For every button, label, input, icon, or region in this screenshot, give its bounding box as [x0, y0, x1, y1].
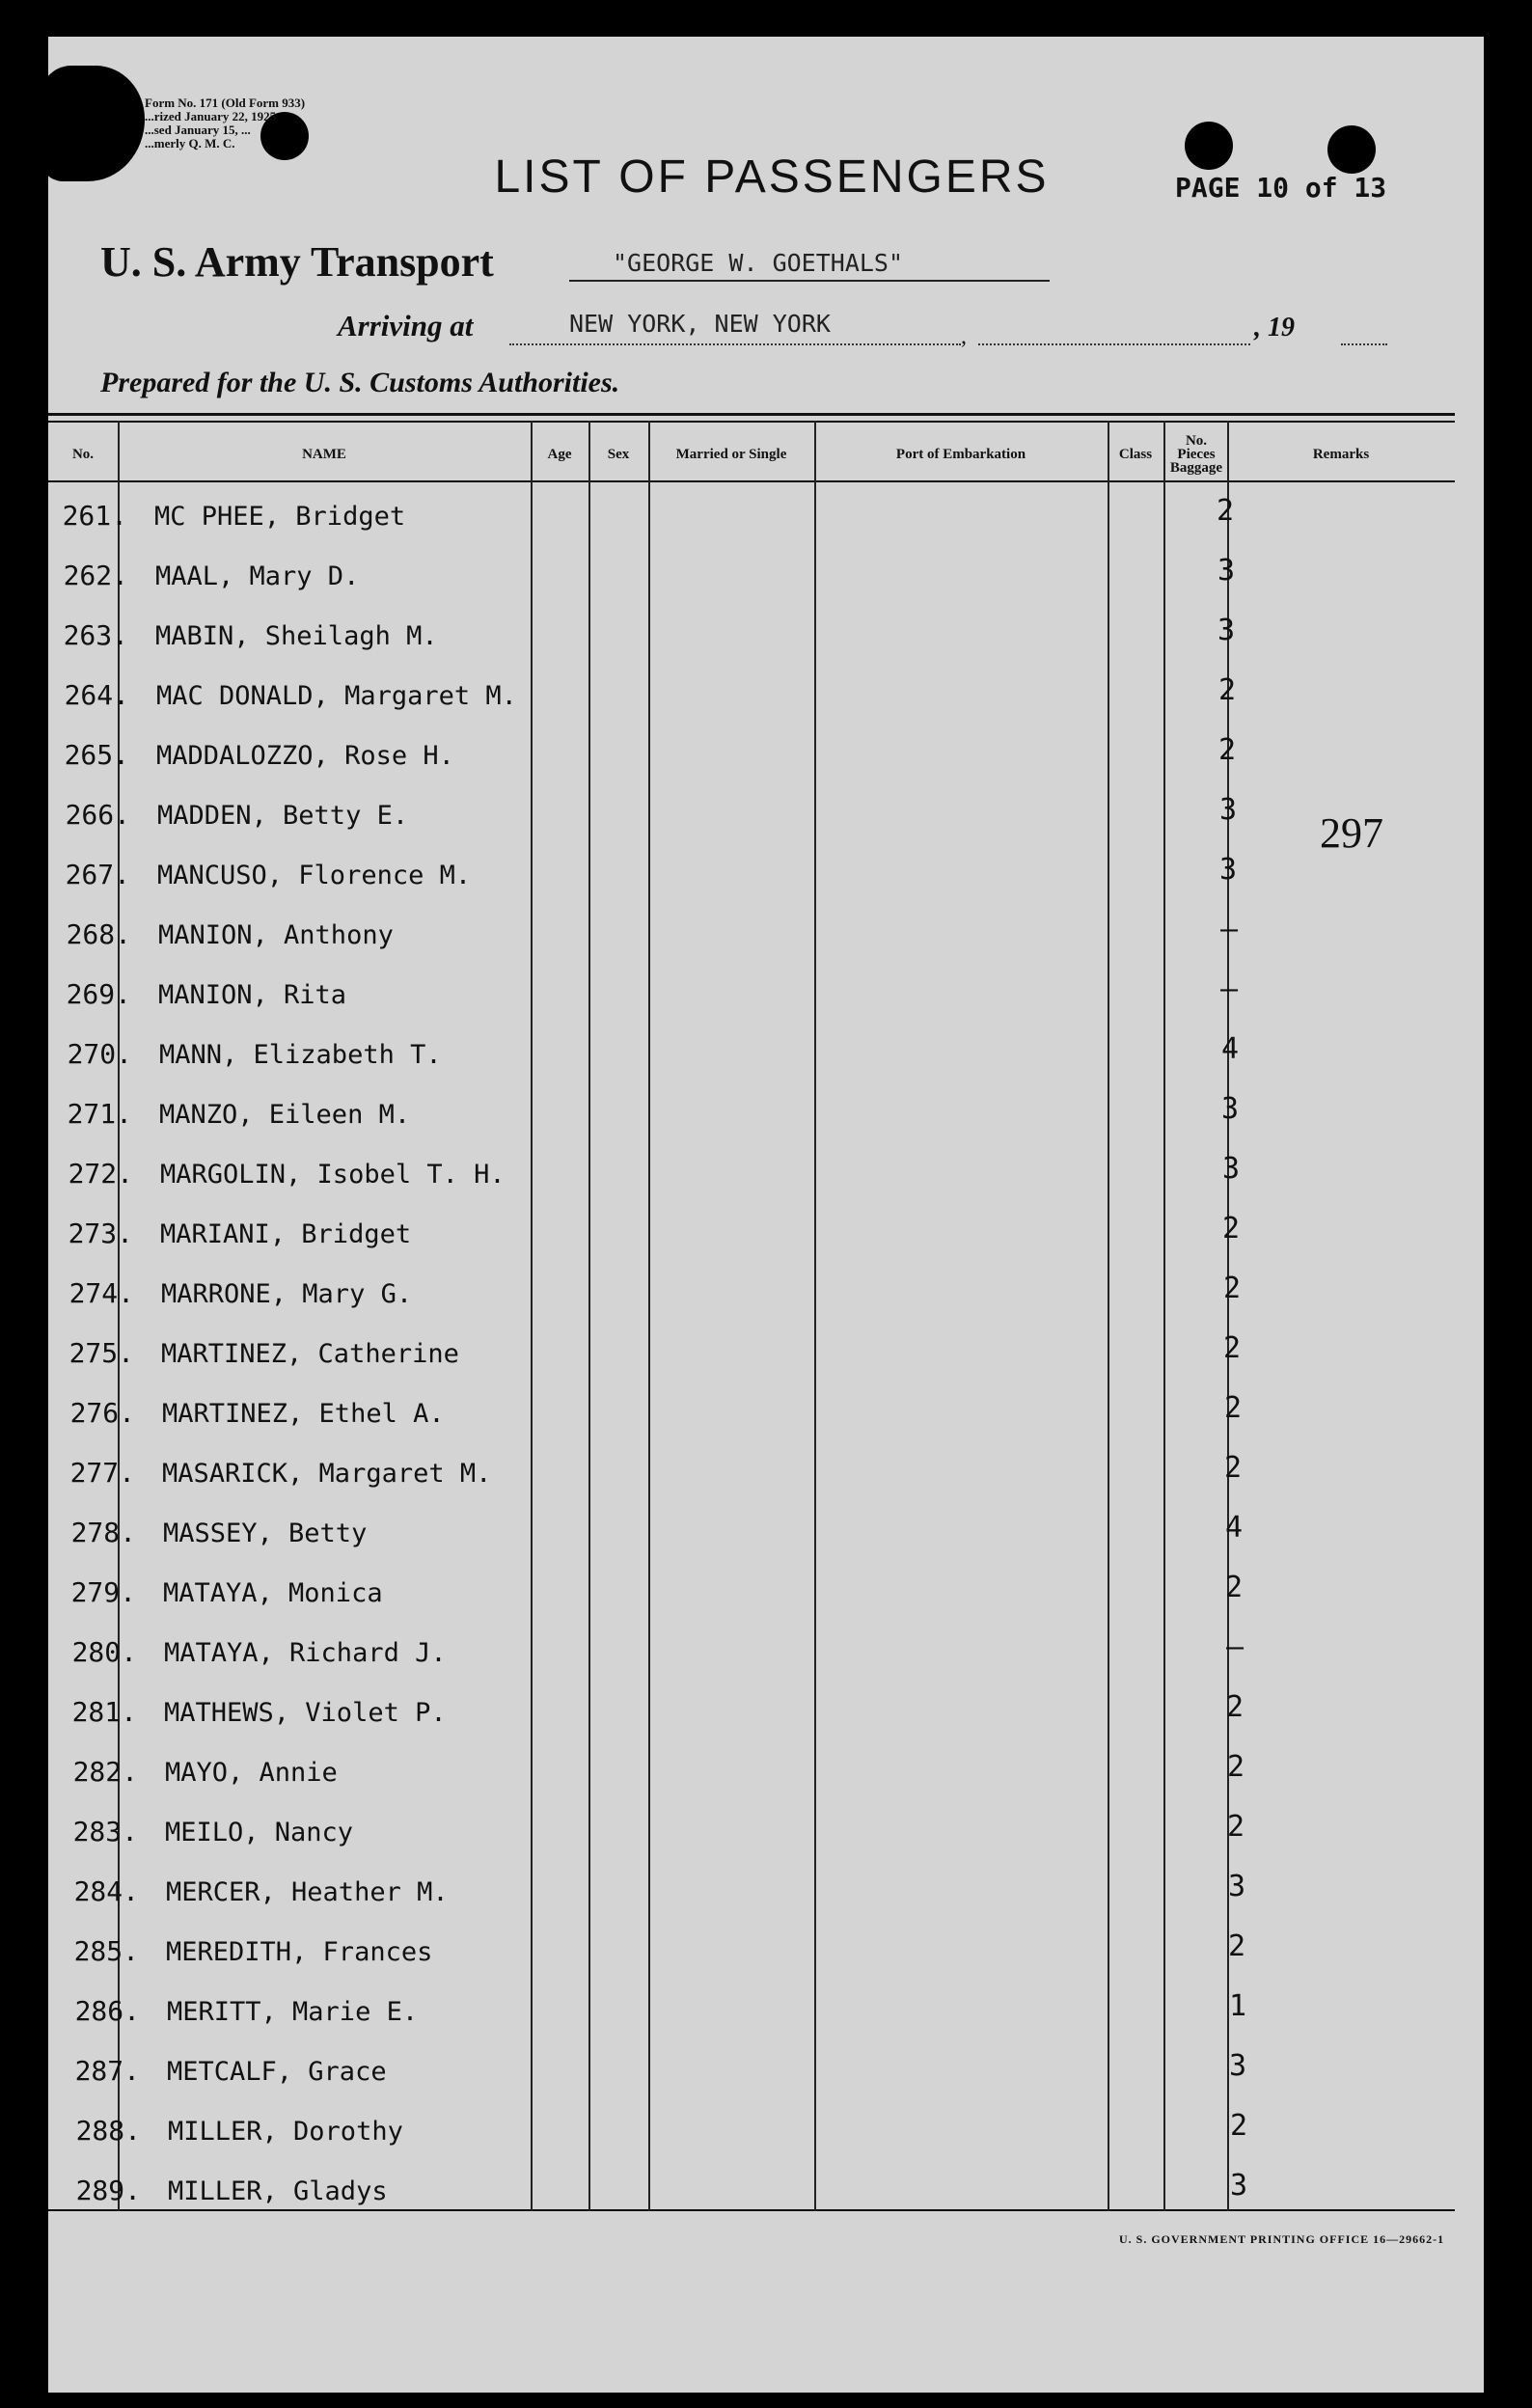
passenger-baggage-count: 2 — [1217, 673, 1237, 707]
passenger-baggage-count: 2 — [1224, 1571, 1244, 1604]
passenger-baggage-count: 4 — [1220, 1032, 1240, 1066]
passenger-name: MARRONE, Mary G. — [161, 1279, 413, 1309]
passenger-number: 263. — [63, 619, 128, 651]
form-note-line: ...rized January 22, 1925 — [145, 109, 277, 123]
passenger-name: MANCUSO, Florence M. — [157, 861, 472, 890]
transport-name: "GEORGE W. GOETHALS" — [613, 249, 904, 277]
header-married: Married or Single — [675, 447, 787, 462]
passenger-number: 272. — [68, 1158, 133, 1190]
passenger-number: 264. — [64, 679, 129, 711]
passenger-name: MARTINEZ, Catherine — [161, 1339, 459, 1369]
column-divider — [1108, 421, 1109, 2211]
passenger-name: MAC DONALD, Margaret M. — [156, 681, 517, 711]
table-bottom-rule — [48, 2209, 1455, 2211]
prepared-for-note: Prepared for the U. S. Customs Authorities. — [100, 367, 620, 398]
passenger-baggage-count: 3 — [1229, 2169, 1248, 2203]
form-note-line: ...sed January 15, ... — [145, 123, 251, 137]
passenger-number: 288. — [75, 2115, 141, 2147]
form-note-line: Form No. 171 (Old Form 933) — [145, 96, 306, 110]
passenger-number: 289. — [75, 2175, 141, 2206]
header-name: NAME — [302, 447, 346, 462]
passenger-name: MERCER, Heather M. — [166, 1877, 449, 1907]
form-number-note — [145, 96, 305, 150]
passenger-baggage-count: 2 — [1216, 494, 1235, 528]
passenger-number: 285. — [73, 1935, 139, 1967]
passenger-name: MAAL, Mary D. — [155, 561, 360, 591]
passenger-baggage-count: 2 — [1226, 1750, 1245, 1784]
passenger-name: MANION, Anthony — [158, 920, 394, 950]
arriving-comma: , — [961, 324, 967, 349]
passenger-baggage-count: 3 — [1218, 853, 1238, 887]
passenger-baggage-count: — — [1219, 972, 1239, 1006]
passenger-baggage-count: 2 — [1223, 1391, 1243, 1425]
arriving-value: NEW YORK, NEW YORK — [569, 310, 831, 338]
passenger-number: 265. — [64, 739, 129, 771]
passenger-number: 268. — [66, 918, 131, 950]
passenger-baggage-count: 3 — [1227, 1870, 1246, 1903]
passenger-number: 269. — [66, 978, 131, 1010]
passenger-name: MERITT, Marie E. — [167, 1997, 419, 2027]
passenger-number: 271. — [67, 1098, 132, 1130]
passenger-number: 280. — [71, 1636, 137, 1668]
header-remarks: Remarks — [1312, 447, 1370, 462]
passenger-name: MATHEWS, Violet P. — [164, 1698, 447, 1728]
passenger-name: MABIN, Sheilagh M. — [155, 621, 438, 651]
passenger-name: MARTINEZ, Ethel A. — [162, 1399, 445, 1429]
header-age: Age — [547, 447, 572, 462]
passenger-baggage-count: 4 — [1224, 1511, 1244, 1545]
passenger-name: MARIANI, Bridget — [160, 1219, 412, 1249]
column-divider — [1163, 421, 1165, 2211]
transport-label: U. S. Army Transport — [100, 238, 494, 286]
column-divider — [814, 421, 816, 2211]
passenger-name: MC PHEE, Bridget — [154, 502, 406, 532]
year-label: , 19 — [1254, 313, 1295, 342]
table-top-rule — [48, 413, 1455, 416]
passenger-baggage-count: 3 — [1218, 793, 1238, 827]
column-divider — [588, 421, 590, 2211]
passenger-number: 287. — [74, 2055, 140, 2087]
passenger-baggage-count: 2 — [1223, 1451, 1243, 1485]
passenger-number: 284. — [73, 1875, 139, 1907]
header-sex: Sex — [607, 447, 630, 462]
passenger-name: MASSEY, Betty — [163, 1519, 368, 1548]
passenger-number: 266. — [65, 799, 130, 831]
passenger-baggage-count: 2 — [1225, 1690, 1245, 1724]
printing-office-footer: U. S. GOVERNMENT PRINTING OFFICE 16—29662-1 — [1119, 2232, 1445, 2246]
column-divider — [648, 421, 650, 2211]
passenger-name: MATAYA, Richard J. — [164, 1638, 447, 1668]
remark-note: 297 — [1320, 809, 1383, 857]
passenger-number: 275. — [68, 1337, 134, 1369]
passenger-baggage-count: 3 — [1228, 2049, 1247, 2083]
passenger-baggage-count: 1 — [1228, 1989, 1247, 2023]
table-top-rule-inner — [48, 421, 1455, 423]
passenger-name: MILLER, Gladys — [168, 2176, 388, 2206]
passenger-baggage-count: 3 — [1221, 1152, 1241, 1186]
passenger-baggage-count: 2 — [1222, 1272, 1242, 1305]
passenger-baggage-count: 2 — [1226, 1810, 1245, 1844]
passenger-name: MILLER, Dorothy — [168, 2117, 403, 2147]
passenger-baggage-count: 2 — [1227, 1929, 1246, 1963]
table-header-rule — [48, 480, 1455, 482]
punch-hole-right-1 — [1185, 122, 1233, 170]
column-divider — [531, 421, 533, 2211]
passenger-number: 261. — [62, 500, 127, 532]
passenger-name: MAYO, Annie — [165, 1758, 338, 1788]
passenger-baggage-count: — — [1219, 913, 1239, 946]
arriving-label: Arriving at — [338, 309, 474, 342]
year-underline — [1341, 343, 1387, 345]
passenger-baggage-count: 3 — [1217, 614, 1236, 647]
page-number: PAGE 10 of 13 — [1175, 172, 1387, 204]
passenger-name: METCALF, Grace — [167, 2057, 387, 2087]
passenger-baggage-count: 2 — [1221, 1212, 1241, 1245]
header-class: Class — [1118, 447, 1153, 462]
passenger-baggage-count: 3 — [1217, 554, 1236, 588]
passenger-baggage-count: — — [1225, 1630, 1245, 1664]
passenger-name: MADDEN, Betty E. — [157, 801, 409, 831]
passenger-number: 262. — [63, 560, 128, 591]
passenger-name: MANION, Rita — [158, 980, 347, 1010]
passenger-number: 278. — [70, 1517, 136, 1548]
passenger-baggage-count: 2 — [1222, 1331, 1242, 1365]
header-baggage: No. Pieces Baggage — [1169, 433, 1223, 476]
passenger-name: MANN, Elizabeth T. — [159, 1040, 442, 1070]
passenger-number: 267. — [65, 859, 130, 890]
passenger-name: MASARICK, Margaret M. — [162, 1459, 492, 1489]
form-note-line: ...merly Q. M. C. — [145, 136, 235, 150]
passenger-number: 281. — [71, 1696, 137, 1728]
passenger-list-page — [48, 37, 1484, 2393]
punch-hole-right-2 — [1327, 125, 1376, 174]
passenger-baggage-count: 2 — [1217, 733, 1237, 767]
passenger-number: 283. — [72, 1816, 138, 1847]
passenger-number: 273. — [68, 1218, 133, 1249]
passenger-baggage-count: 3 — [1220, 1092, 1240, 1126]
passenger-baggage-count: 2 — [1229, 2109, 1248, 2143]
torn-corner — [48, 66, 145, 181]
passenger-number: 277. — [69, 1457, 135, 1489]
passenger-name: MARGOLIN, Isobel T. H. — [160, 1160, 506, 1190]
page-title: LIST OF PASSENGERS — [494, 151, 1050, 203]
passenger-number: 282. — [72, 1756, 138, 1788]
date-underline — [978, 343, 1250, 345]
passenger-number: 279. — [70, 1576, 136, 1608]
passenger-name: MANZO, Eileen M. — [159, 1100, 411, 1130]
passenger-name: MATAYA, Monica — [163, 1578, 383, 1608]
passenger-name: MADDALOZZO, Rose H. — [156, 741, 454, 771]
arriving-underline — [509, 343, 961, 345]
transport-underline — [569, 280, 1050, 282]
passenger-name: MEILO, Nancy — [165, 1818, 354, 1847]
passenger-name: MEREDITH, Frances — [166, 1937, 433, 1967]
passenger-number: 286. — [74, 1995, 140, 2027]
passenger-number: 274. — [68, 1277, 134, 1309]
passenger-number: 270. — [67, 1038, 132, 1070]
header-no: No. — [71, 447, 95, 462]
passenger-number: 276. — [69, 1397, 135, 1429]
header-port: Port of Embarkation — [895, 447, 1026, 462]
